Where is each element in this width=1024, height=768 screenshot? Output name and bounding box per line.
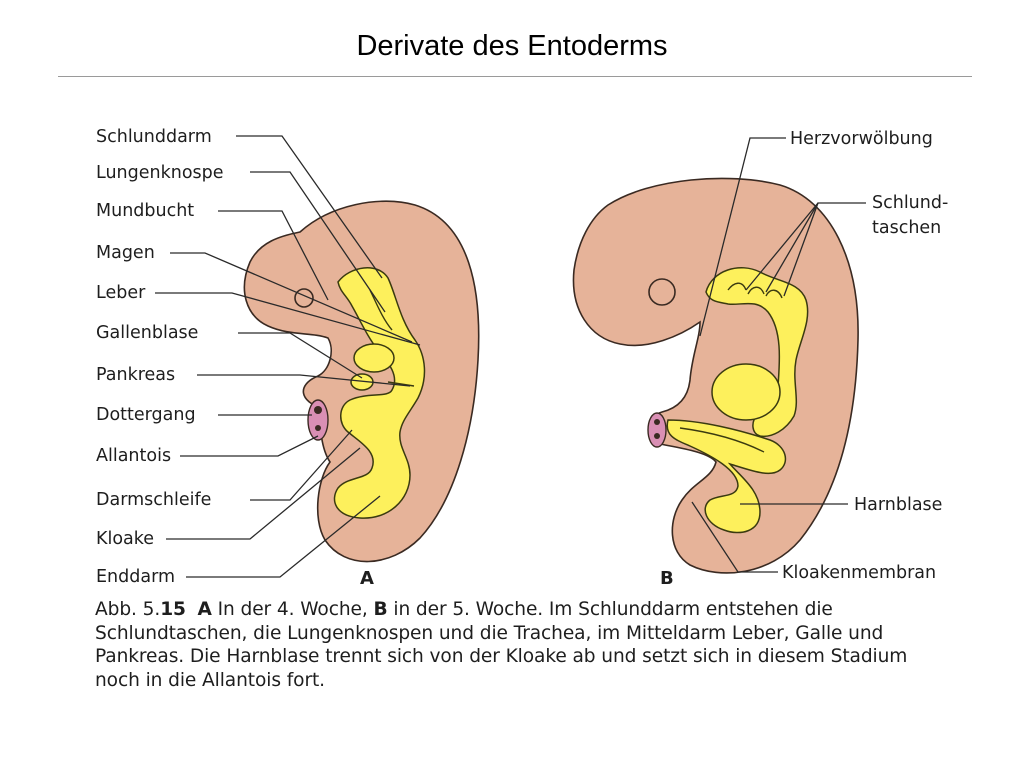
label-magen: Magen	[96, 243, 155, 263]
label-mundbucht: Mundbucht	[96, 201, 195, 221]
embryo-b-yolk-stalk	[648, 413, 666, 447]
panel-letter-a: A	[360, 568, 374, 589]
caption-a: A	[197, 599, 212, 620]
label-kloakenmembran: Kloakenmembran	[782, 563, 937, 583]
label-dottergang: Dottergang	[96, 405, 196, 425]
label-harnblase: Harnblase	[854, 495, 943, 515]
embryo-b-stalk-dot	[654, 419, 660, 425]
label-schlunddarm: Schlunddarm	[96, 127, 212, 147]
label-enddarm: Enddarm	[96, 567, 176, 587]
embryo-b-heart-bulge	[712, 364, 780, 420]
caption-b: B	[373, 599, 388, 620]
label-gallenblase: Gallenblase	[96, 323, 199, 343]
label-schlundtaschen-2: taschen	[872, 218, 942, 238]
caption-b-text: in der 5. Woche. Im Schlunddarm entstehen die Schlundtaschen, die Lungenknospen und die Trachea, im Mitteldarm Leber, Galle und Pankreas. Die Harnblase trennt sich von der Kloake ab und setzt sich in diesem Stadium noch in die Allantois fort.	[95, 599, 908, 691]
caption-abb: Abb. 5.	[95, 599, 161, 620]
figure-caption	[95, 598, 955, 692]
embryo-b	[573, 178, 858, 573]
label-schlundtaschen-1: Schlund-	[872, 193, 949, 213]
embryo-a-stalk-dot	[314, 406, 322, 414]
label-pankreas: Pankreas	[96, 365, 176, 385]
embryo-a-liver	[354, 344, 394, 372]
label-allantois: Allantois	[96, 446, 172, 466]
panel-letter-b: B	[660, 568, 674, 589]
embryo-b-stalk-dot	[654, 433, 660, 439]
label-darmschleife: Darmschleife	[96, 490, 212, 510]
slide-title: Derivate des Entoderms	[356, 30, 668, 62]
label-herzvorwoelbung: Herzvorwölbung	[790, 129, 933, 149]
caption-a-text: In der 4. Woche,	[211, 599, 374, 620]
label-lungenknospe: Lungenknospe	[96, 163, 224, 183]
caption-abb-number: 15	[160, 599, 186, 620]
embryo-a-stalk-dot	[315, 425, 321, 431]
label-kloake: Kloake	[96, 529, 155, 549]
label-leber: Leber	[96, 283, 146, 303]
